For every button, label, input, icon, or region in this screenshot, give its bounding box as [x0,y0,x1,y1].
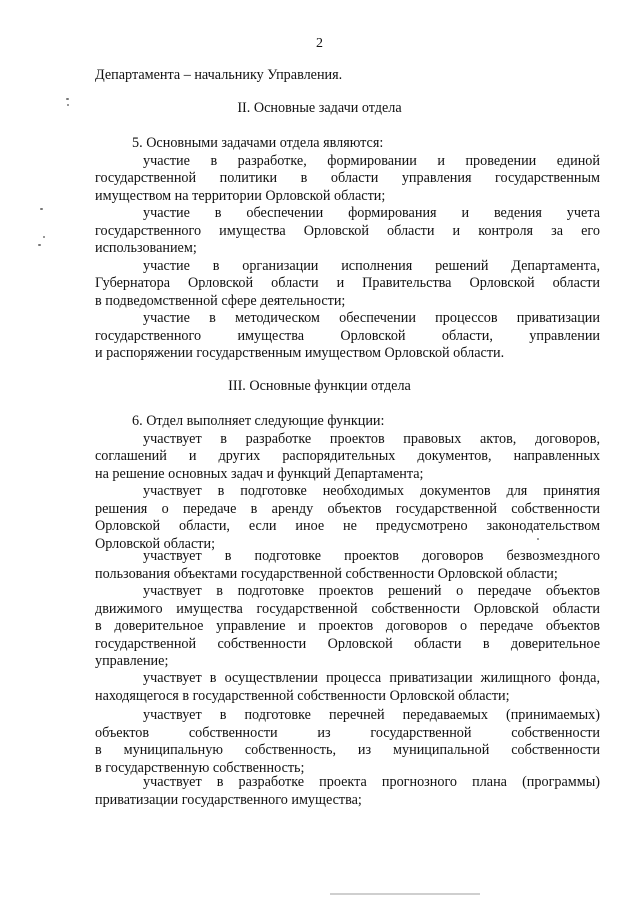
scan-speck [66,98,69,100]
scan-speck [43,236,45,238]
text-line: использованием; [95,240,197,256]
function-item-1 [95,431,600,484]
text-line: участие в обеспечении формирования и ведения учета [143,205,600,221]
scan-speck [38,244,41,246]
scan-speck [537,538,539,540]
text-line: на решение основных задач и функций Департамента; [95,465,424,482]
text-line: в государственную собственность; [95,759,305,776]
text-line: объектов собственности из государственной собственности [95,724,600,741]
scan-speck [67,104,69,106]
text-line: в доверительное управление и проектов договоров о передаче объектов [95,618,600,634]
text-line: участвует в подготовке проектов договоров безвозмездного [143,548,600,564]
section-3-heading: III. Основные функции отдела [228,378,411,394]
section-2-heading: II. Основные задачи отдела [237,100,402,116]
function-item-3 [95,548,600,583]
text-line: участвует в подготовке необходимых документов для принятия [143,483,600,499]
text-line: участвует в разработке проектов правовых актов, договоров, [143,430,600,447]
intro-line: Департамента – начальнику Управления. [95,67,343,83]
text-line: участие в организации исполнения решений Департамента, [143,257,600,274]
text-line: Орловской области; [95,535,216,552]
task-item-3 [95,258,600,311]
text-line: Орловской области, если иное не предусмотрено законодательством [95,518,600,534]
function-item-2 [95,483,600,553]
scan-edge-smudge [330,893,480,895]
text-line: участвует в осуществлении процесса приватизации жилищного фонда, [143,670,600,686]
function-item-5 [95,670,600,705]
task-item-4 [95,310,600,363]
section-3-lead-line: 6. Отдел выполняет следующие функции: [132,413,385,429]
function-item-4 [95,583,600,671]
text-line: в подведомственной сфере деятельности; [95,292,346,309]
text-line: в муниципальную собственность, из муниципальной собственности [95,742,600,758]
text-line: соглашений и других распорядительных документов, направленных [95,448,600,464]
text-line: участвует в подготовке перечней передаваемых (принимаемых) [143,707,600,723]
text-line: участвует в разработке проекта прогнозного плана (программы) [143,774,600,790]
text-line: движимого имущества государственной собственности Орловской области [95,600,600,617]
text-line: решения о передаче в аренду объектов государственной собственности [95,500,600,517]
text-line: управление; [95,653,169,669]
section-3-lead [95,413,600,431]
section-2-lead [95,135,600,153]
page-number: 2 [316,36,323,51]
function-item-6 [95,707,600,777]
task-item-2 [95,205,600,258]
section-2-lead-line: 5. Основными задачами отдела являются: [132,135,384,151]
text-line: и распоряжении государственным имуществом Орловской области. [95,345,505,361]
task-item-1 [95,153,600,206]
text-line: участвует в подготовке проектов решений о передаче объектов [143,583,600,599]
function-item-7 [95,774,600,809]
text-line: государственного имущества Орловской области, управлении [95,327,600,344]
text-line: государственной собственности Орловской области в доверительное [95,635,600,652]
scan-speck [40,208,43,210]
text-line: пользования объектами государственной собственности Орловской области; [95,565,558,582]
text-line: участие в разработке, формировании и проведении единой [143,152,600,169]
text-line: имуществом на территории Орловской области; [95,187,386,204]
text-line: находящегося в государственной собственности Орловской области; [95,687,510,704]
text-line: участие в методическом обеспечении процессов приватизации [143,310,600,326]
text-line: государственного имущества Орловской области и контроля за его [95,222,600,239]
text-line: Губернатора Орловской области и Правительства Орловской области [95,275,600,291]
intro-paragraph [95,67,600,85]
text-line: государственной политики в области управления государственным [95,170,600,186]
text-line: приватизации государственного имущества; [95,791,362,808]
